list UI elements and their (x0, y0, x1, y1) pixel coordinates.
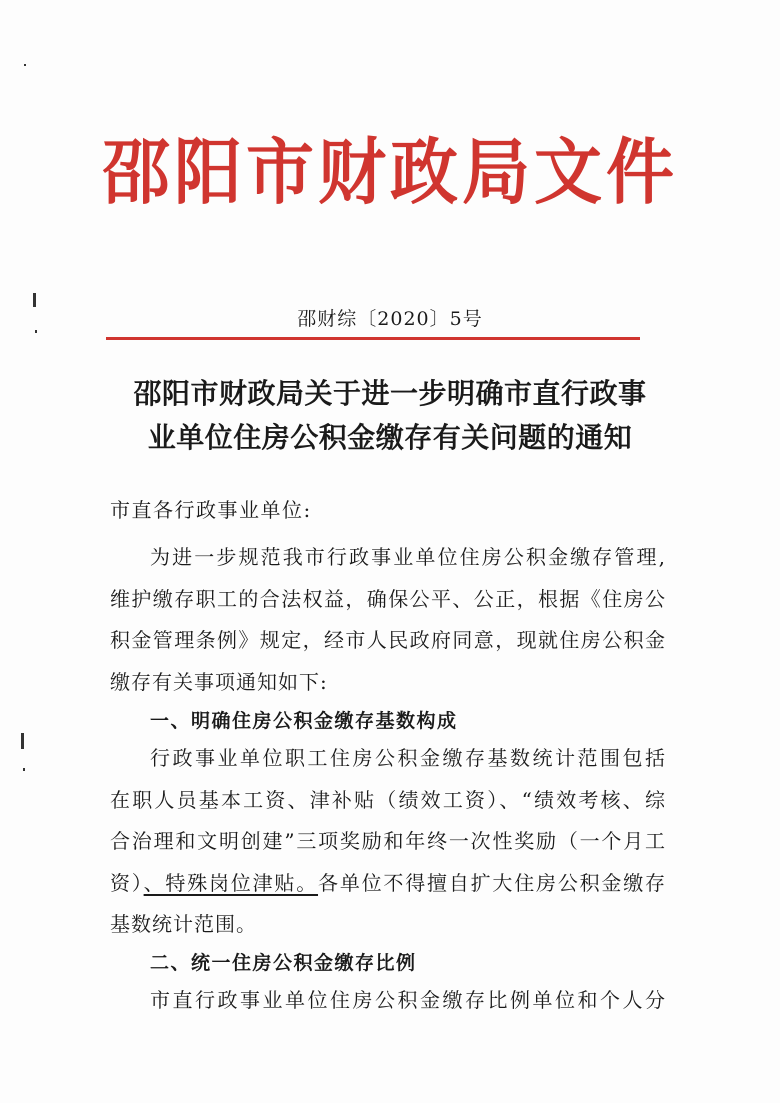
notice-title (80, 372, 700, 460)
section-2-line-1: 市直行政事业单位住房公积金缴存比例单位和个人分 (150, 988, 666, 1012)
intro-paragraph (110, 537, 666, 703)
section-1-line-3: 合治理和文明创建”三项奖励和年终一次性奖励（一个月工 (110, 829, 666, 853)
intro-line-4: 缴存有关事项通知如下: (110, 669, 328, 694)
document-number: 邵财综〔2020〕5号 (297, 308, 483, 330)
intro-line-1: 为进一步规范我市行政事业单位住房公积金缴存管理, (150, 545, 666, 569)
agency-header-title: 邵阳市财政局文件 (101, 131, 678, 215)
section-1-line-1: 行政事业单位职工住房公积金缴存基数统计范围包括 (150, 746, 666, 770)
intro-line-3: 积金管理条例》规定，经市人民政府同意，现就住房公积金 (110, 628, 666, 652)
section-1-line-4 (110, 863, 666, 905)
scan-mark (23, 768, 25, 771)
section-2-paragraph (110, 980, 666, 1022)
salutation: 市直各行政事业单位: (110, 498, 312, 522)
scan-mark (21, 733, 24, 749)
special-post-allowance-underlined: 、特殊岗位津贴。 (143, 870, 319, 895)
section-1-paragraph (110, 738, 666, 946)
section-1-line-4-start: 资） (110, 870, 144, 895)
intro-line-2: 维护缴存职工的合法权益，确保公平、公正，根据《住房公 (110, 586, 666, 611)
notice-title-line-1: 邵阳市财政局关于进一步明确市直行政事 (133, 377, 647, 410)
section-2-heading: 二、统一住房公积金缴存比例 (150, 952, 417, 974)
scan-mark (33, 293, 36, 307)
scan-mark (24, 64, 26, 66)
section-1-line-5: 基数统计范围。 (110, 912, 257, 936)
notice-title-line-2: 业单位住房公积金缴存有关问题的通知 (147, 421, 633, 454)
section-1-heading: 一、明确住房公积金缴存基数构成 (150, 710, 458, 732)
section-1-line-2: 在职人员基本工资、津补贴（绩效工资）、“绩效考核、综 (110, 787, 666, 812)
section-1-line-4-end: 各单位不得擅自扩大住房公积金缴存 (318, 870, 667, 895)
red-separator-line (106, 337, 640, 340)
scan-mark (35, 330, 37, 333)
